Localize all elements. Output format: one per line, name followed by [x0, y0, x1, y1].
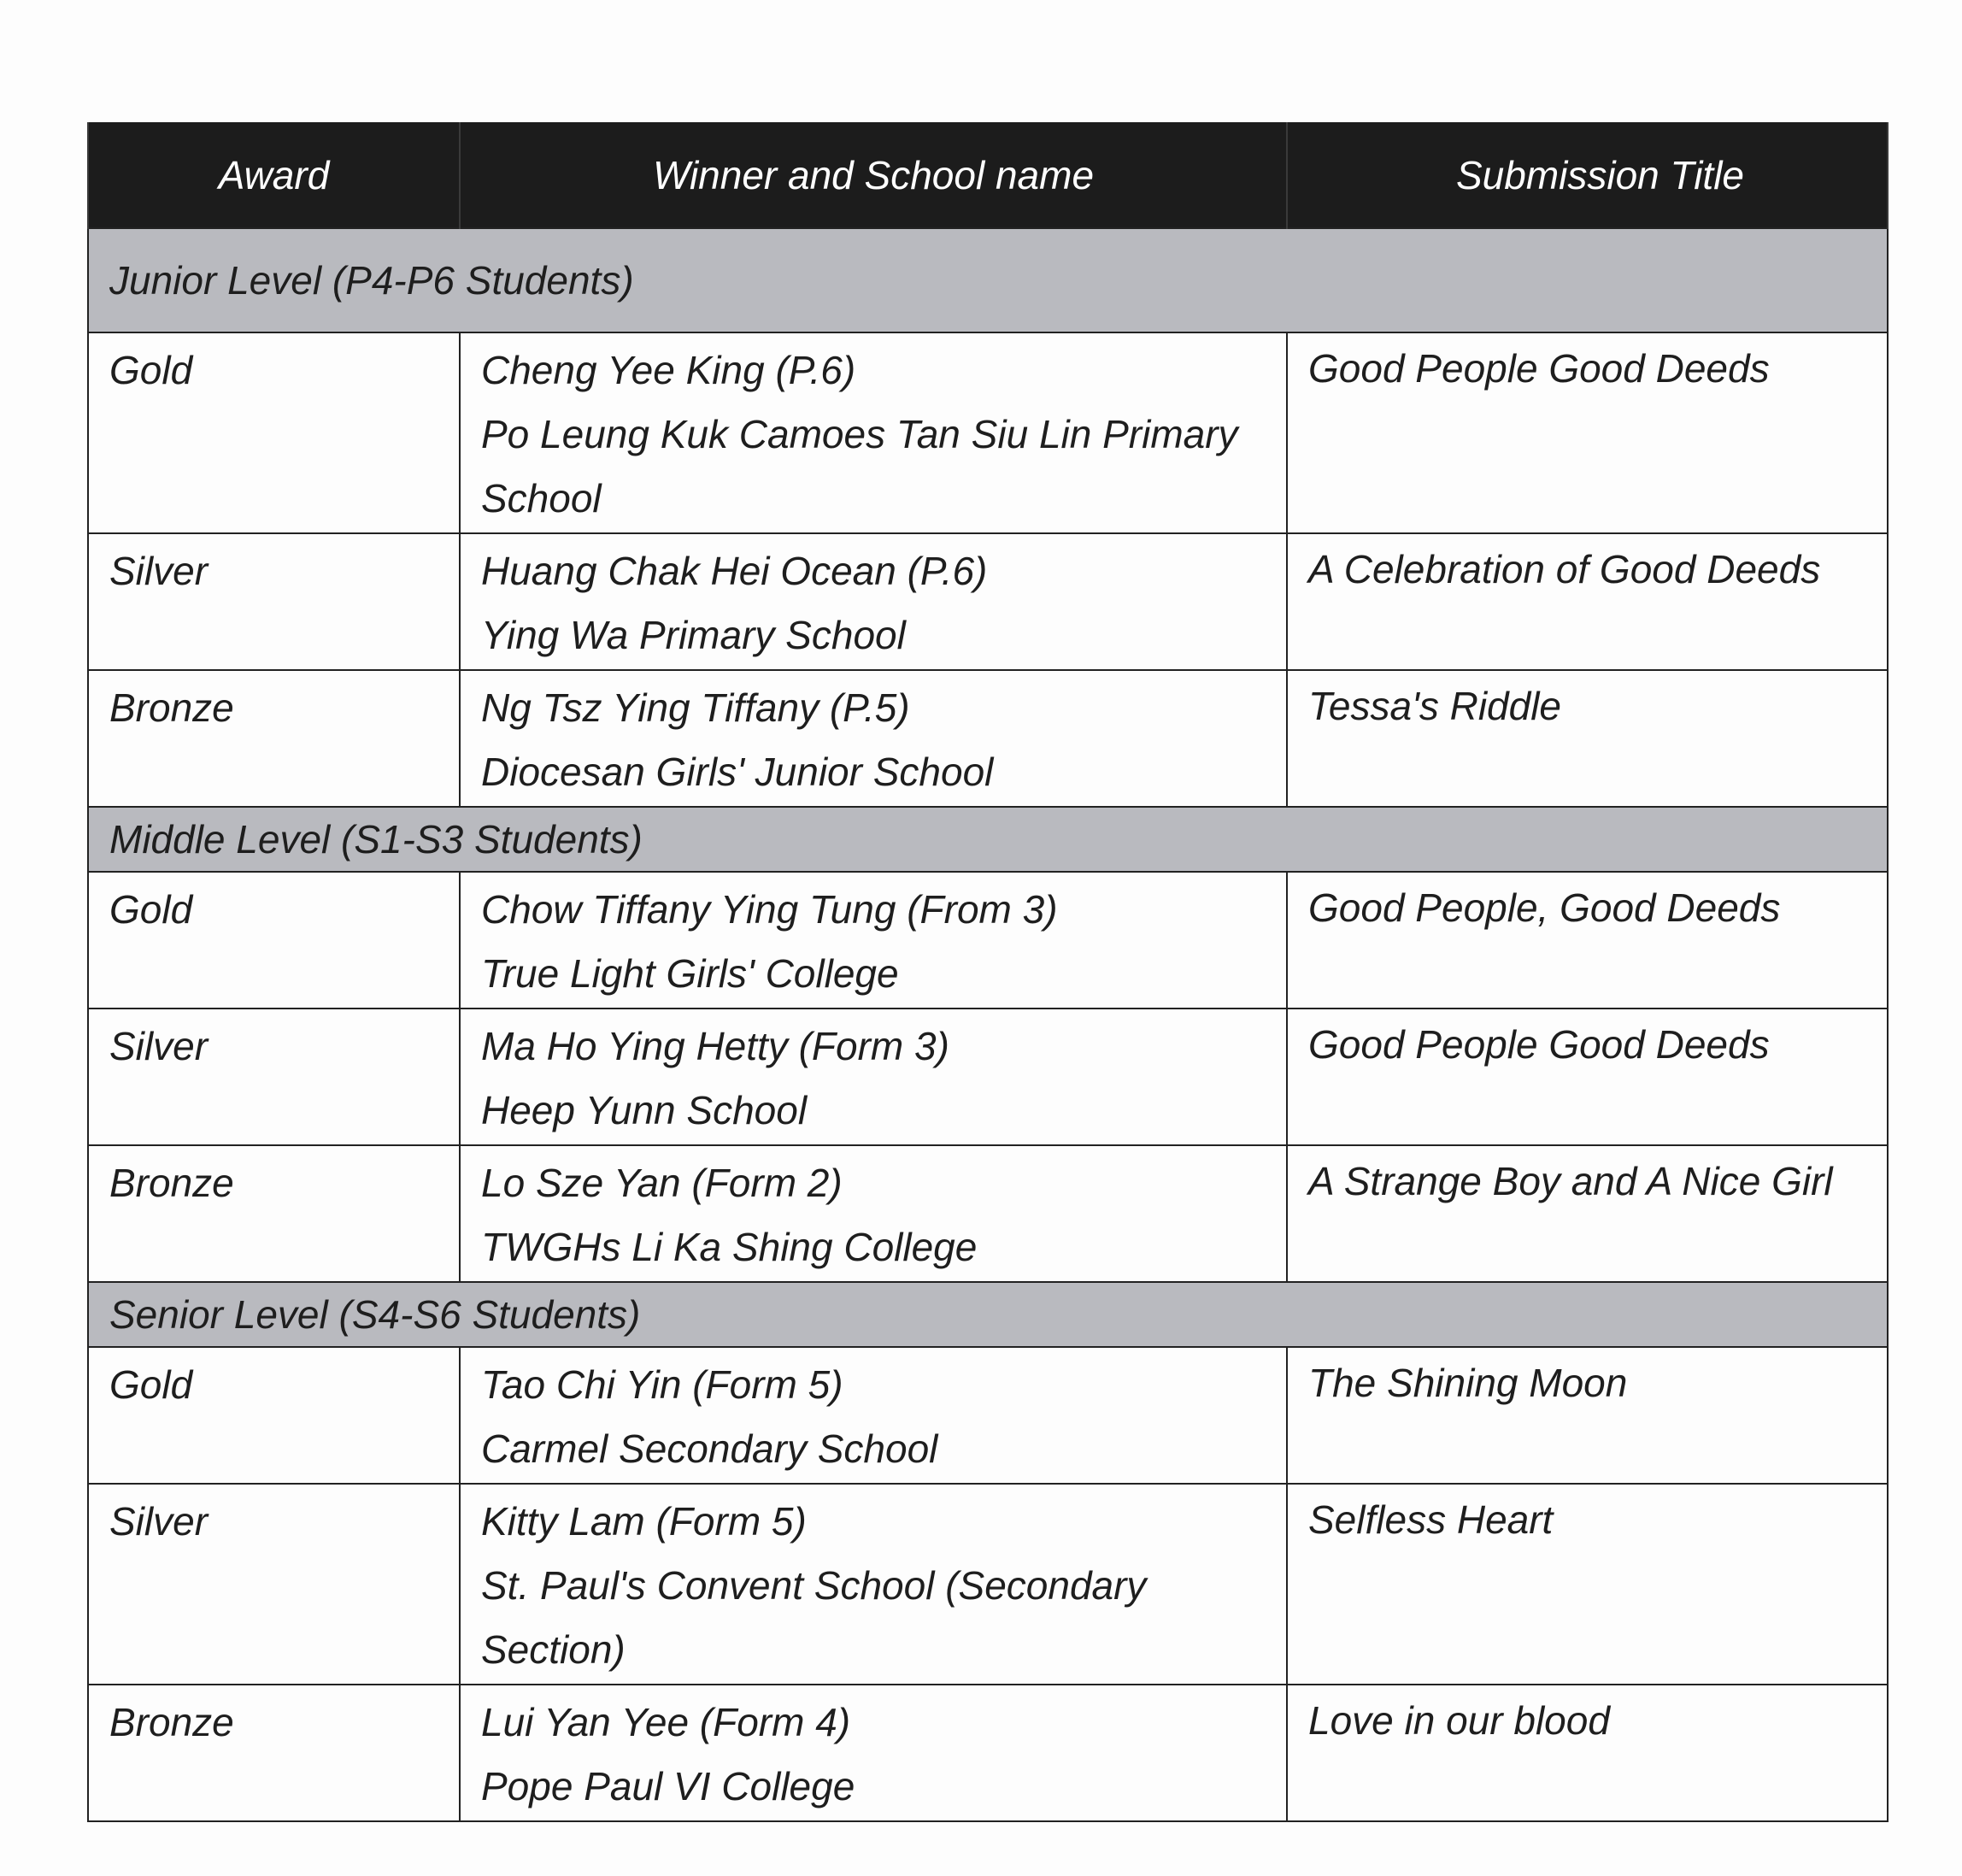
- award-cell: Silver: [88, 533, 460, 670]
- table-row: [88, 1009, 1888, 1145]
- winner-line: Section): [481, 1627, 626, 1672]
- level-row: [88, 1282, 1888, 1347]
- table-row: [88, 1145, 1888, 1282]
- award-cell: Bronze: [88, 670, 460, 807]
- winner-line: Diocesan Girls' Junior School: [481, 750, 994, 794]
- winner-line: Carmel Secondary School: [481, 1426, 938, 1471]
- column-header-winner: Winner and School name: [460, 122, 1287, 228]
- winner-line: Pope Paul VI College: [481, 1764, 855, 1808]
- award-cell: Silver: [88, 1009, 460, 1145]
- table-body: [88, 228, 1888, 1821]
- awards-table: [87, 122, 1889, 1822]
- winner-cell: [460, 1145, 1287, 1282]
- table-row: [88, 872, 1888, 1009]
- submission-title-cell: The Shining Moon: [1287, 1347, 1888, 1484]
- header-row: [88, 122, 1888, 228]
- winner-cell: [460, 332, 1287, 533]
- winner-line: Ying Wa Primary School: [481, 613, 906, 657]
- submission-title-cell: Good People Good Deeds: [1287, 332, 1888, 533]
- winner-cell: [460, 1009, 1287, 1145]
- table-row: [88, 670, 1888, 807]
- winner-cell: [460, 670, 1287, 807]
- winner-cell: [460, 872, 1287, 1009]
- winner-line: Huang Chak Hei Ocean (P.6): [481, 549, 988, 593]
- award-cell: Gold: [88, 1347, 460, 1484]
- table-row: [88, 533, 1888, 670]
- column-header-award: Award: [88, 122, 460, 228]
- submission-title-cell: Good People Good Deeds: [1287, 1009, 1888, 1145]
- level-row: [88, 228, 1888, 332]
- winner-line: Heep Yunn School: [481, 1088, 808, 1132]
- winner-line: Po Leung Kuk Camoes Tan Siu Lin Primary: [481, 412, 1238, 456]
- winner-line: School: [481, 476, 602, 520]
- award-cell: Bronze: [88, 1685, 460, 1821]
- level-row: [88, 807, 1888, 872]
- winner-line: Ng Tsz Ying Tiffany (P.5): [481, 685, 910, 730]
- winner-line: Cheng Yee King (P.6): [481, 348, 856, 392]
- table-header: [88, 122, 1888, 228]
- winner-line: Tao Chi Yin (Form 5): [481, 1362, 843, 1407]
- winner-line: Lui Yan Yee (Form 4): [481, 1700, 851, 1744]
- table-row: [88, 1484, 1888, 1685]
- submission-title-cell: Selfless Heart: [1287, 1484, 1888, 1685]
- level-heading: Junior Level (P4-P6 Students): [88, 228, 1888, 332]
- winner-cell: [460, 1347, 1287, 1484]
- winner-line: Chow Tiffany Ying Tung (From 3): [481, 887, 1058, 932]
- level-heading: Middle Level (S1-S3 Students): [88, 807, 1888, 872]
- winner-line: Lo Sze Yan (Form 2): [481, 1161, 843, 1205]
- award-cell: Bronze: [88, 1145, 460, 1282]
- table-row: [88, 1347, 1888, 1484]
- winner-line: Kitty Lam (Form 5): [481, 1499, 807, 1544]
- table-row: [88, 1685, 1888, 1821]
- table-row: [88, 332, 1888, 533]
- column-header-title: Submission Title: [1287, 122, 1888, 228]
- winner-line: TWGHs Li Ka Shing College: [481, 1225, 978, 1269]
- submission-title-cell: Love in our blood: [1287, 1685, 1888, 1821]
- award-cell: Silver: [88, 1484, 460, 1685]
- winner-line: True Light Girls' College: [481, 951, 899, 996]
- winner-cell: [460, 1685, 1287, 1821]
- award-cell: Gold: [88, 332, 460, 533]
- submission-title-cell: Tessa's Riddle: [1287, 670, 1888, 807]
- winner-cell: [460, 533, 1287, 670]
- winner-line: St. Paul's Convent School (Secondary: [481, 1563, 1147, 1608]
- winner-cell: [460, 1484, 1287, 1685]
- submission-title-cell: A Strange Boy and A Nice Girl: [1287, 1145, 1888, 1282]
- level-heading: Senior Level (S4-S6 Students): [88, 1282, 1888, 1347]
- submission-title-cell: A Celebration of Good Deeds: [1287, 533, 1888, 670]
- award-cell: Gold: [88, 872, 460, 1009]
- submission-title-cell: Good People, Good Deeds: [1287, 872, 1888, 1009]
- winner-line: Ma Ho Ying Hetty (Form 3): [481, 1024, 949, 1068]
